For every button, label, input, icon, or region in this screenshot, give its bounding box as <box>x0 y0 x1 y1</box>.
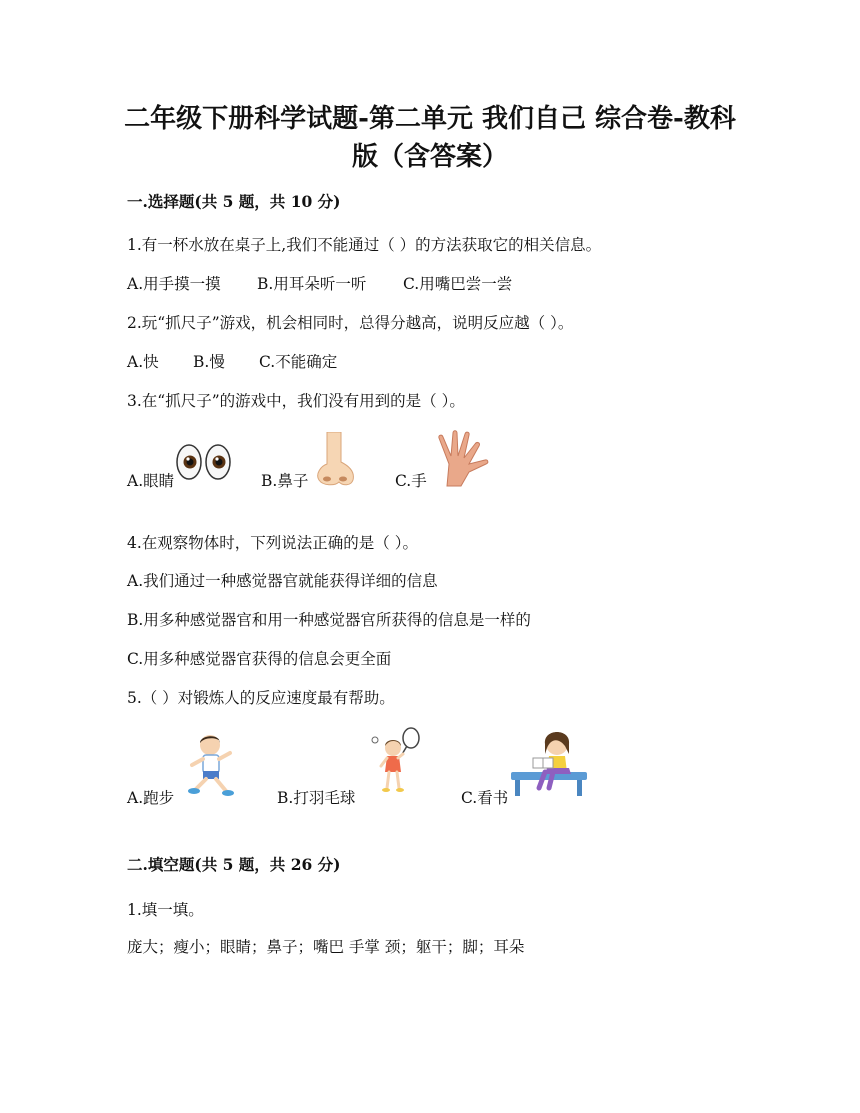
running-boy-icon <box>186 733 238 799</box>
q2-option-c: C.不能确定 <box>259 353 338 371</box>
q1-stem: 1.有一杯水放在桌子上,我们不能通过（ ）的方法获取它的相关信息。 <box>127 236 602 254</box>
q5-option-a: A.跑步 <box>127 789 175 807</box>
badminton-girl-icon <box>367 726 427 794</box>
q1-option-c: C.用嘴巴尝一尝 <box>403 275 513 293</box>
reading-girl-icon <box>509 728 591 800</box>
q5-option-b: B.打羽毛球 <box>277 789 356 807</box>
q1-option-b: B.用耳朵听一听 <box>257 275 367 293</box>
q3-option-c: C.手 <box>395 472 427 490</box>
nose-icon <box>313 432 357 488</box>
q4-stem: 4.在观察物体时，下列说法正确的是（ ）。 <box>127 534 418 552</box>
q3-option-a: A.眼睛 <box>127 472 175 490</box>
title-line-1: 二年级下册科学试题-第二单元 我们自己 综合卷-教科 <box>124 104 736 134</box>
q2-options <box>127 352 337 372</box>
q5-option-c: C.看书 <box>461 789 509 807</box>
q1-option-a: A.用手摸一摸 <box>127 275 221 293</box>
section-2-heading: 二.填空题(共 5 题，共 26 分) <box>127 855 341 874</box>
title-line-2: 版（含答案） <box>351 142 508 172</box>
s2-q1-word-bank: 庞大；瘦小；眼睛；鼻子；嘴巴 手掌 颈；躯干；脚；耳朵 <box>127 938 525 956</box>
q2-option-b: B.慢 <box>193 353 225 371</box>
section-1-heading: 一.选择题(共 5 题，共 10 分) <box>127 192 341 211</box>
q1-options <box>127 274 512 294</box>
q4-option-a: A.我们通过一种感觉器官就能获得详细的信息 <box>127 572 438 590</box>
hand-icon <box>427 430 491 488</box>
s2-q1-stem: 1.填一填。 <box>127 901 204 919</box>
eyes-icon <box>175 442 233 482</box>
q2-stem: 2.玩“抓尺子”游戏，机会相同时，总得分越高，说明反应越（ ）。 <box>127 314 574 332</box>
q3-option-b: B.鼻子 <box>261 472 309 490</box>
q3-stem: 3.在“抓尺子”的游戏中，我们没有用到的是（ ）。 <box>127 392 465 410</box>
q4-option-b: B.用多种感觉器官和用一种感觉器官所获得的信息是一样的 <box>127 611 531 629</box>
q4-option-c: C.用多种感觉器官获得的信息会更全面 <box>127 650 392 668</box>
q5-stem: 5.（ ）对锻炼人的反应速度最有帮助。 <box>127 689 395 707</box>
page-title <box>80 100 780 176</box>
q2-option-a: A.快 <box>127 353 159 371</box>
